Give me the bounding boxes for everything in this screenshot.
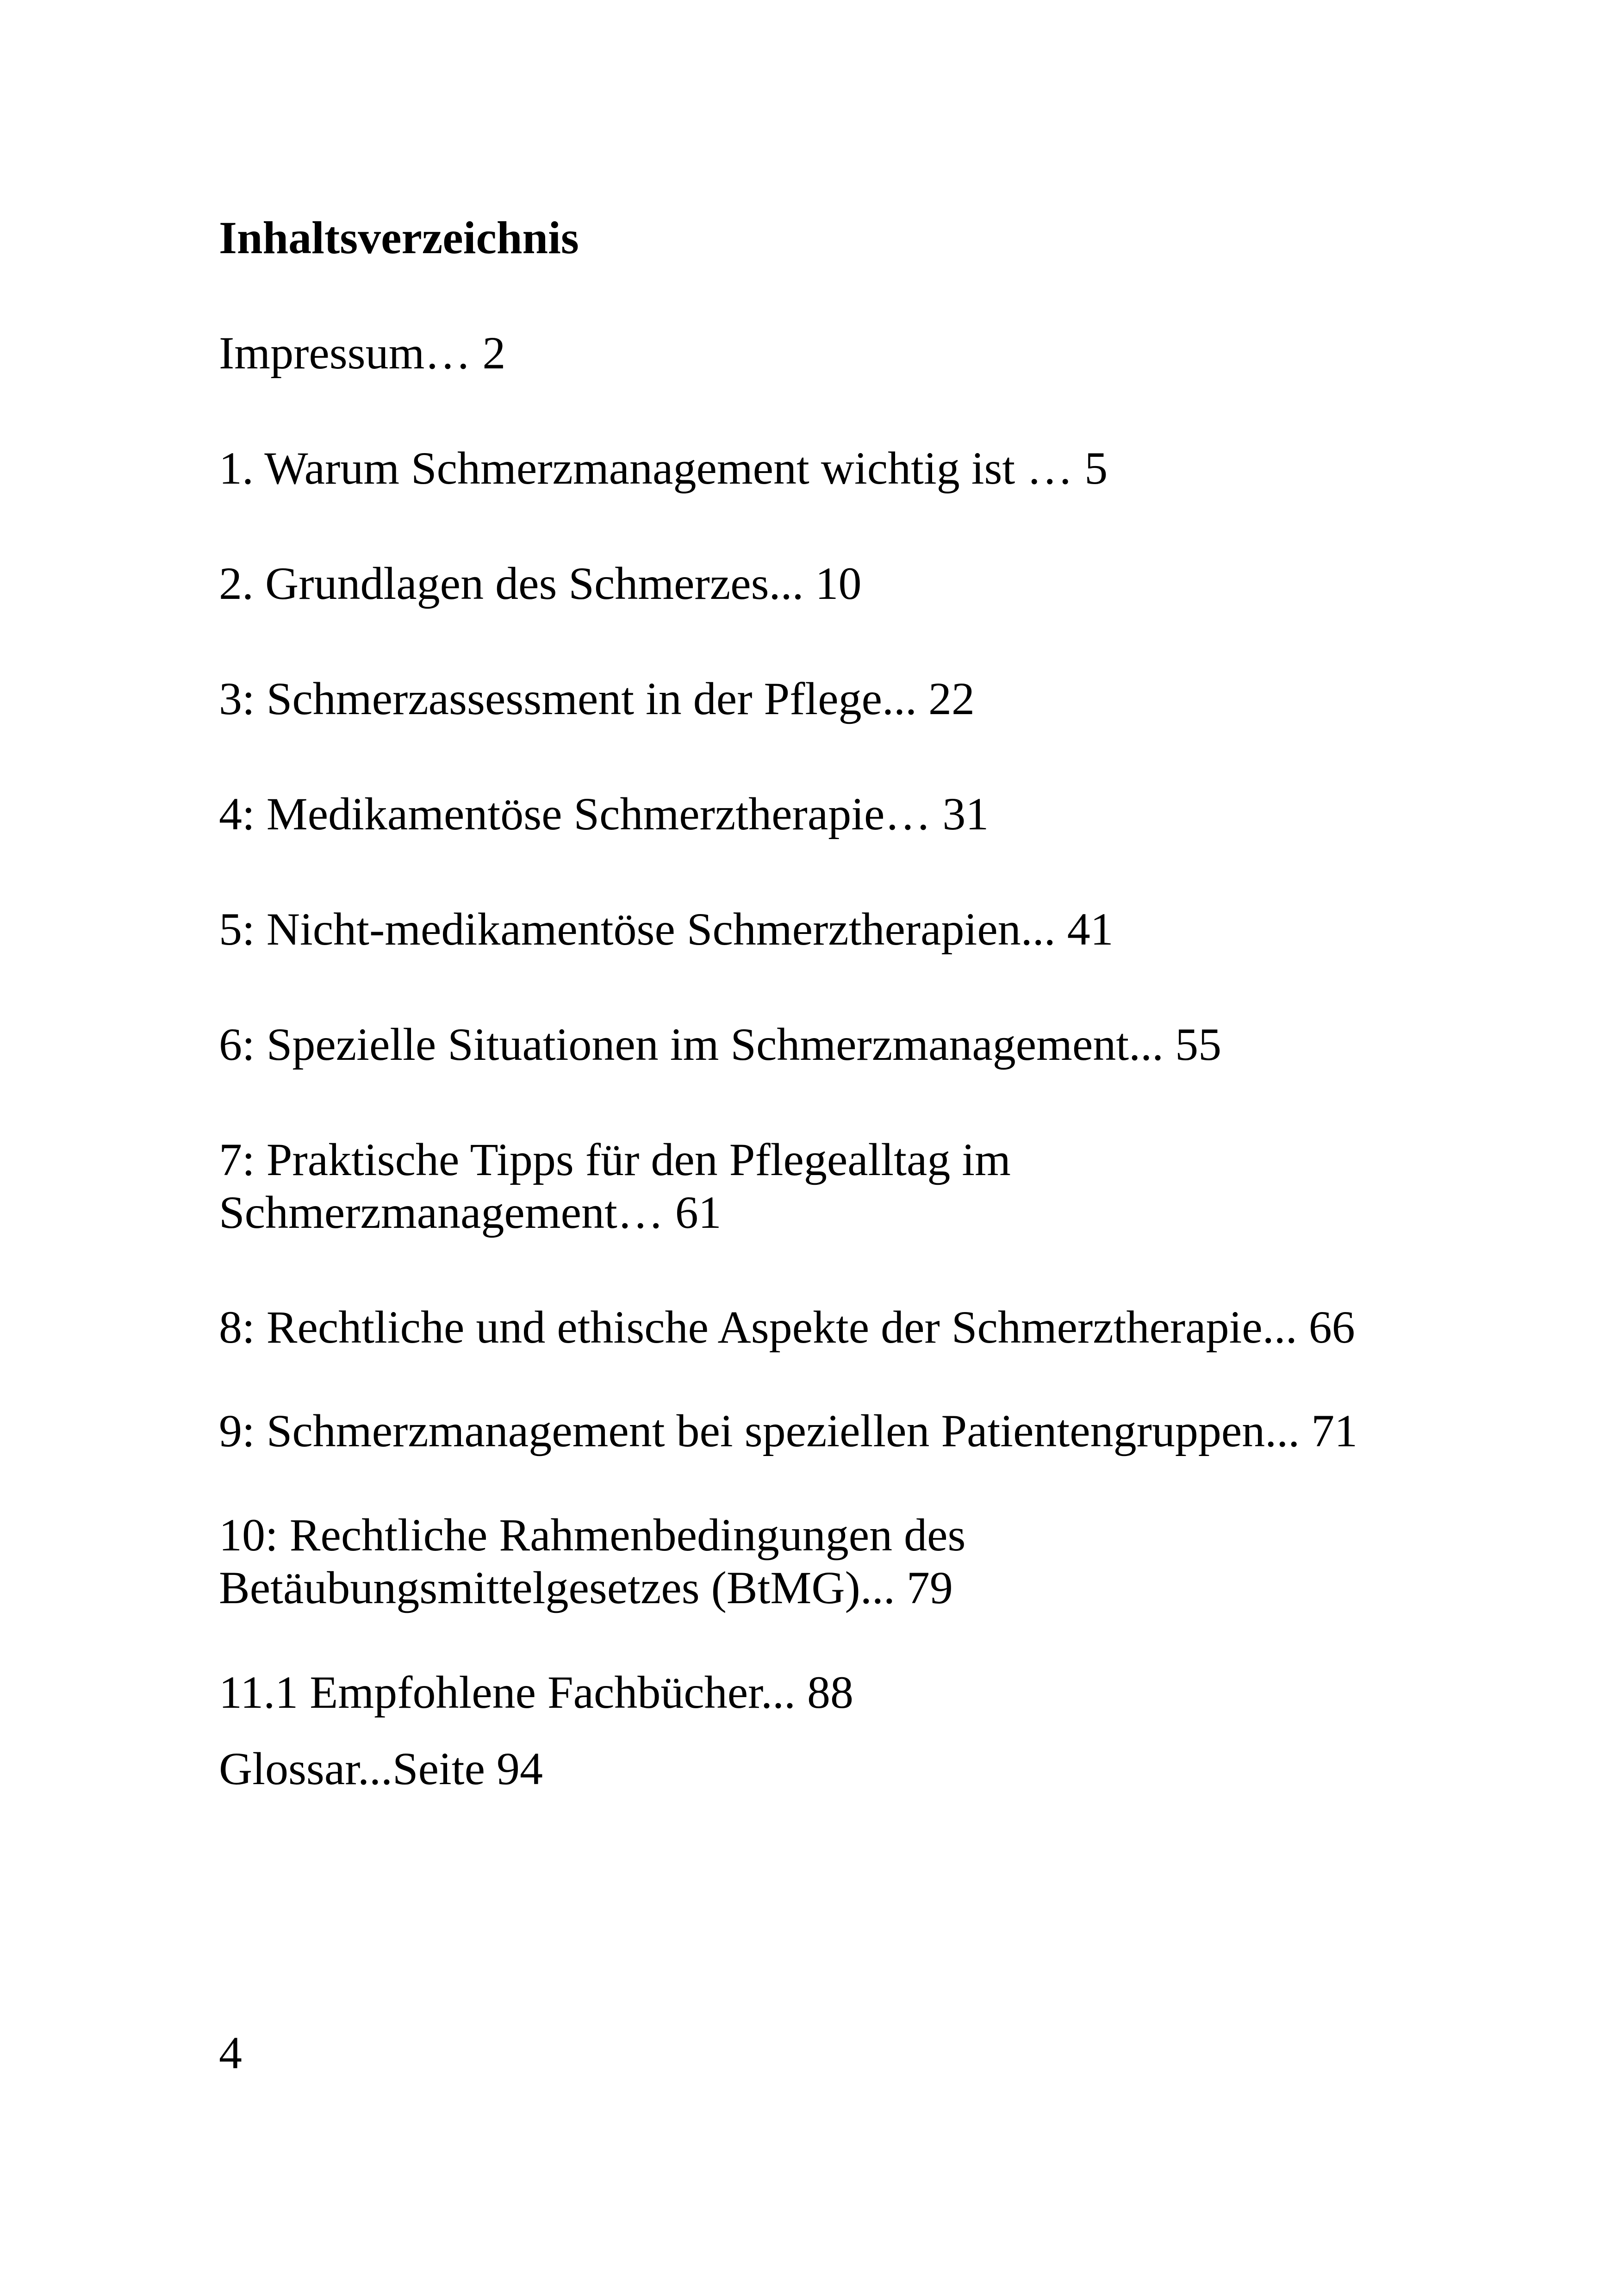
toc-entry-chapter-4 [219,788,989,840]
toc-entry-chapter-1 [219,442,1108,495]
toc-entry-chapter-10 [219,1509,965,1614]
toc-entry-line: Betäubungsmittelgesetzes (BtMG)... 79 [219,1562,953,1613]
toc-entry-chapter-9 [219,1405,1357,1457]
toc-entry-line: 9: Schmerzmanagement bei speziellen Patientengruppen... 71 [219,1405,1358,1456]
toc-entry-line: 7: Praktische Tipps für den Pflegealltag im [219,1134,1011,1185]
toc-entry-line: 3: Schmerzassessment in der Pflege... 22 [219,673,975,724]
toc-entry-line: 8: Rechtliche und ethische Aspekte der Schmerztherapie... 66 [219,1301,1355,1353]
toc-entry-chapter-7 [219,1133,1011,1239]
page-number: 4 [219,2027,242,2078]
toc-entry-chapter-8 [219,1301,1355,1354]
toc-entry-chapter-5 [219,903,1114,956]
toc-entry-line: 1. Warum Schmerzmanagement wichtig ist … 5 [219,442,1108,494]
toc-entry-line: Impressum… 2 [219,327,506,379]
toc-entry-line: 4: Medikamentöse Schmerztherapie… 31 [219,788,989,840]
toc-entry-line: Schmerzmanagement… 61 [219,1187,722,1238]
toc-entry-impressum [219,327,505,380]
toc-heading: Inhaltsverzeichnis [219,212,579,263]
toc-entry-line: 5: Nicht-medikamentöse Schmerztherapien... 41 [219,903,1114,955]
toc-entry-chapter-11-1 [219,1666,853,1719]
toc-entry-chapter-2 [219,557,862,610]
toc-entry-line: 2. Grundlagen des Schmerzes... 10 [219,558,862,609]
toc-entry-chapter-3 [219,672,975,725]
toc-entry-chapter-6 [219,1018,1221,1071]
toc-entry-line: Glossar...Seite 94 [219,1743,543,1794]
toc-entry-line: 6: Spezielle Situationen im Schmerzmanagement... 55 [219,1019,1222,1070]
toc-entry-line: 11.1 Empfohlene Fachbücher... 88 [219,1667,853,1718]
toc-entry-glossar [219,1742,543,1795]
toc-entry-line: 10: Rechtliche Rahmenbedingungen des [219,1509,966,1561]
